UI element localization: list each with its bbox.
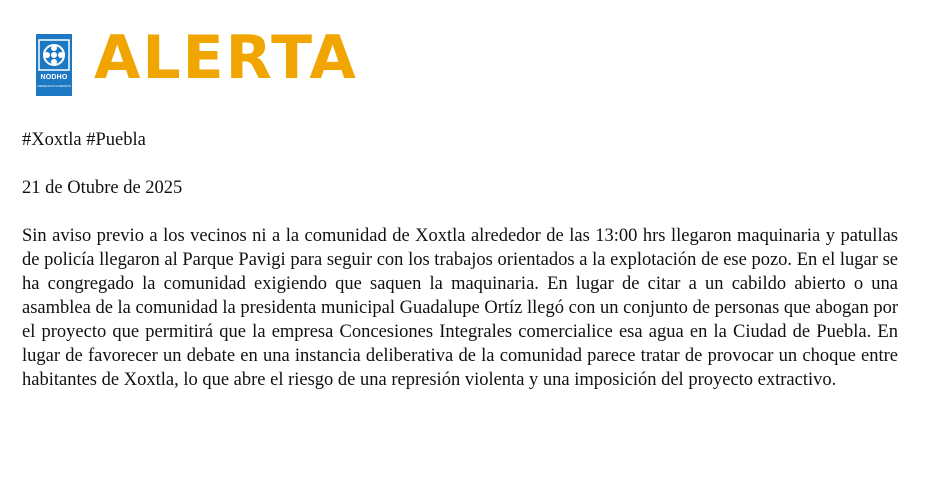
logo-emblem-icon: [38, 39, 70, 71]
logo-text: NODHO: [40, 74, 68, 81]
logo-subtext: DERECHOS HUMANOS: [37, 84, 71, 88]
document-content: [22, 128, 898, 392]
nodho-logo: [36, 34, 72, 96]
alert-title: ALERTA: [94, 23, 358, 93]
body-paragraph: Sin aviso previo a los vecinos ni a la comunidad de Xoxtla alrededor de las 13:00 hrs llegaron maquinaria y patullas de policía llegaron al Parque Pavigi para seguir con los trabajos orientados a la explotación de ese pozo. En el lugar se ha congregado la comunidad exigiendo que saquen la maquinaria. En lugar de citar a un cabildo abierto o una asamblea de la comunidad la presidenta municipal Guadalupe Ortíz llegó con un conjunto de personas que abogan por el proyecto que permitirá que la empresa Concesiones Integrales comercialice esa agua en la Ciudad de Puebla. En lugar de favorecer un debate en una instancia deliberativa de la comunidad parece tratar de provocar un choque entre habitantes de Xoxtla, lo que abre el riesgo de una represión violenta y una imposición del proyecto extractivo.: [22, 226, 898, 390]
date: 21 de Otubre de 2025: [22, 178, 183, 198]
header: [36, 23, 358, 96]
hashtags: #Xoxtla #Puebla: [22, 130, 146, 150]
